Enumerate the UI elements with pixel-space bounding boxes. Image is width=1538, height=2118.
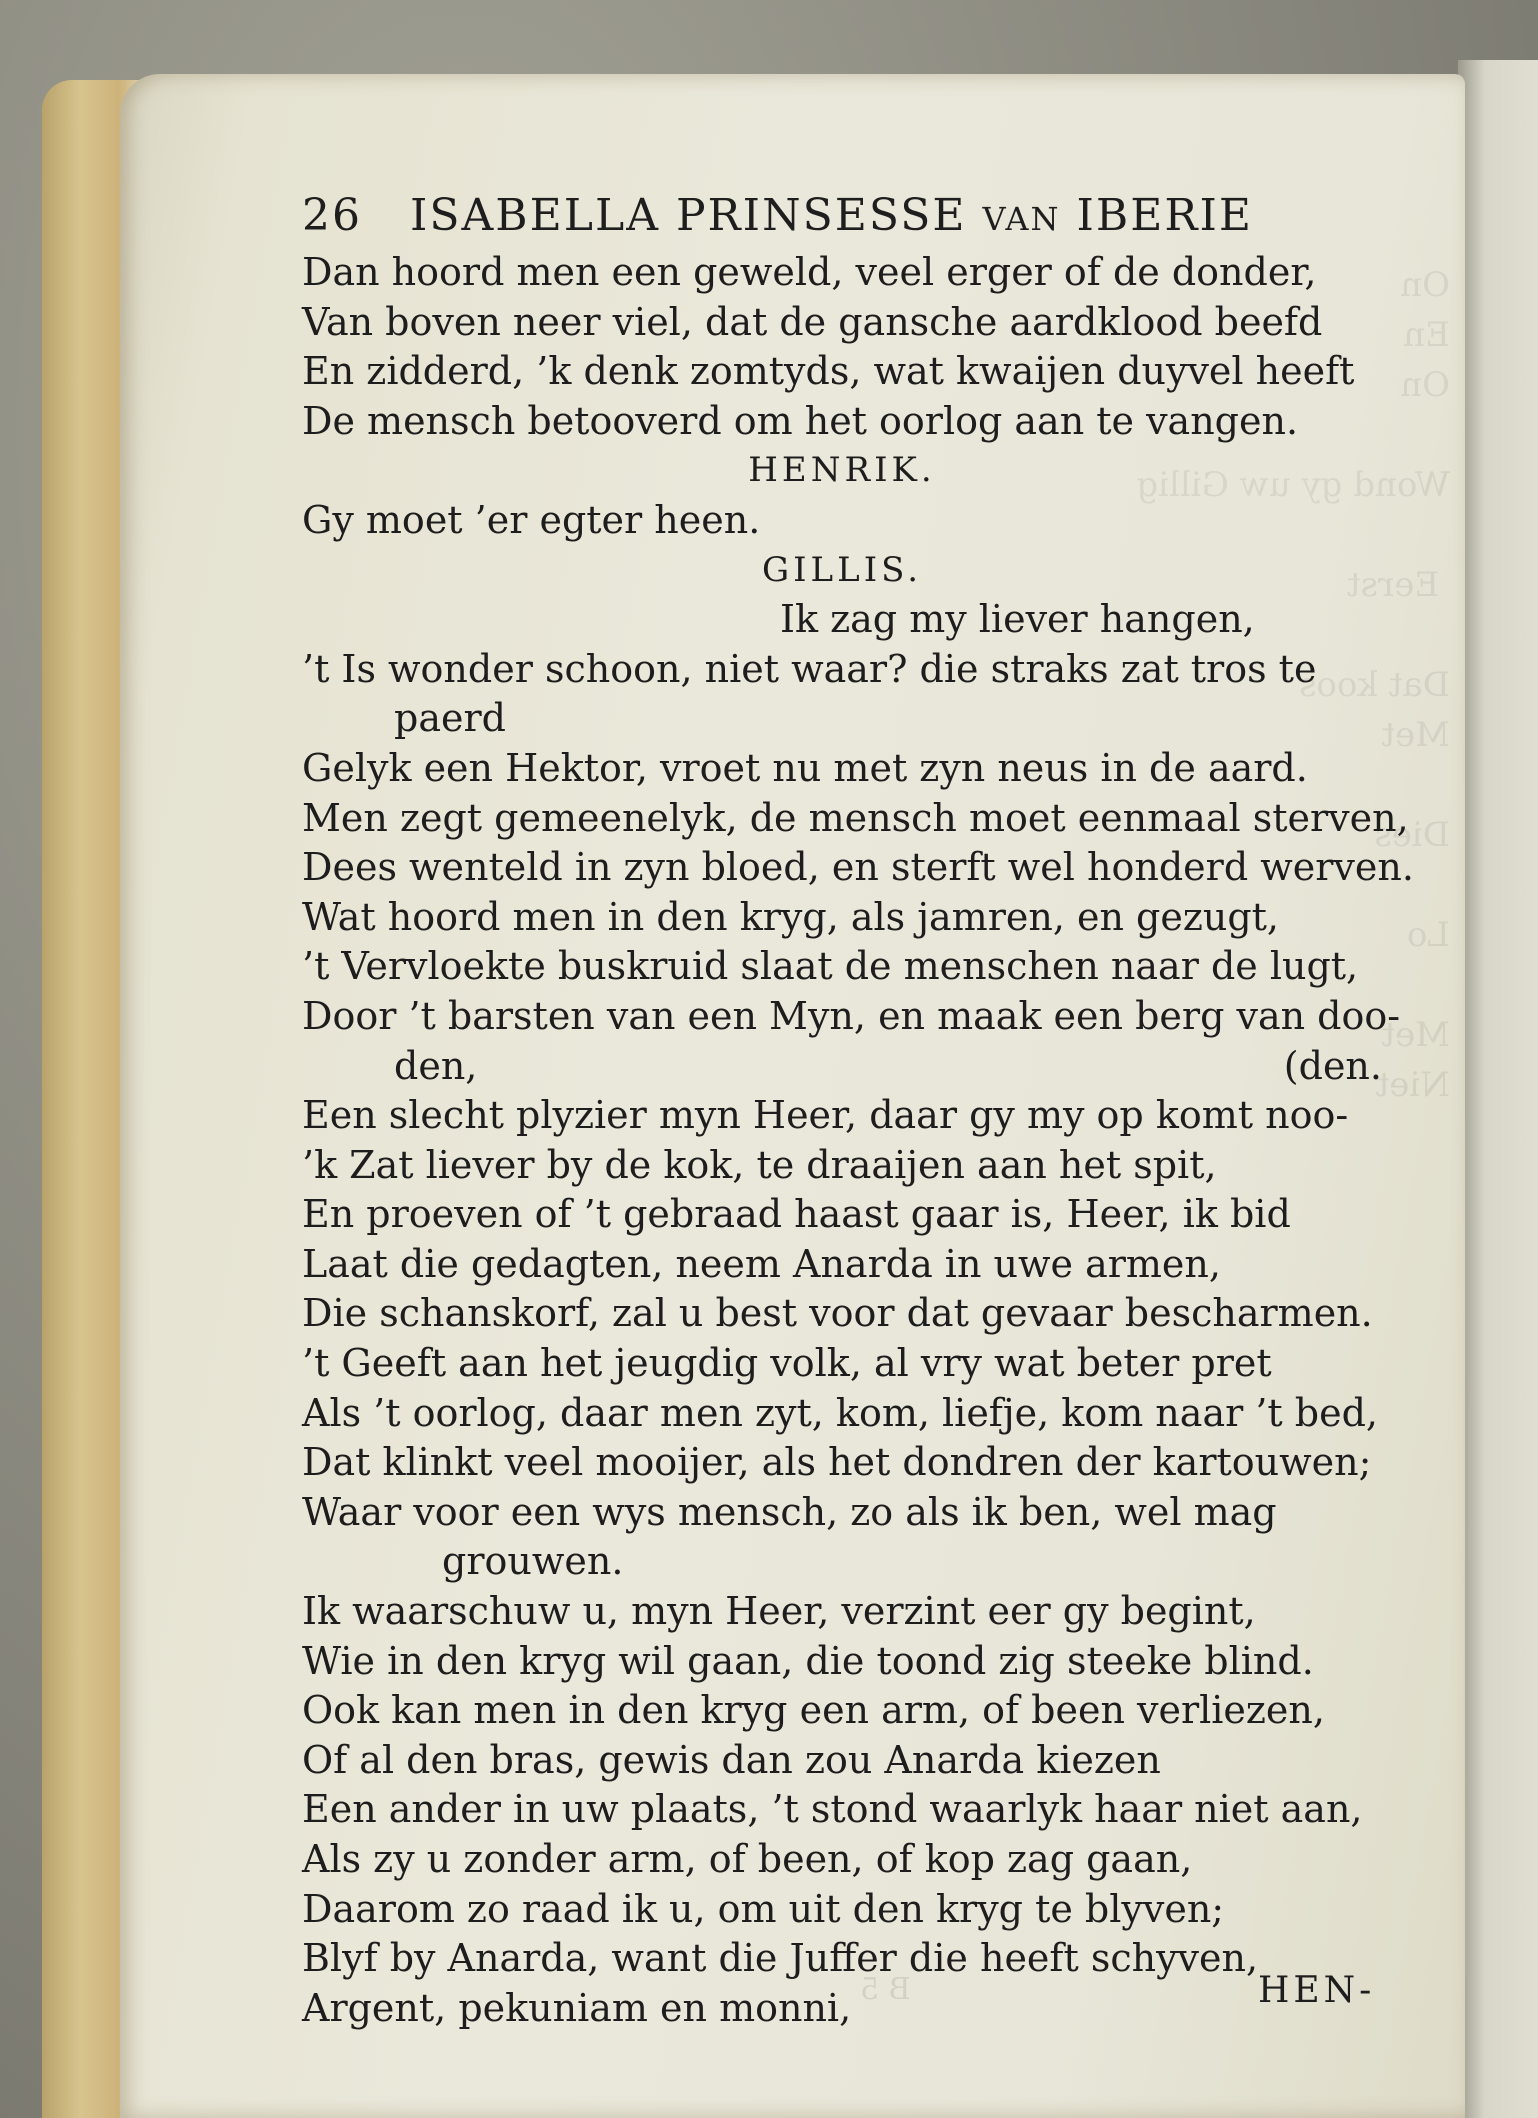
line-text: Die schanskorf, zal u best voor dat gevaar bescharmen.: [302, 1291, 1373, 1336]
verse-line: [302, 1438, 1382, 1488]
verse-line: [302, 1984, 1382, 2034]
line-text: Argent, pekuniam en monni,: [302, 1985, 852, 2030]
verse-line: [302, 1091, 1382, 1141]
line-text: ’k Zat liever by de kok, te draaijen aan het spit,: [302, 1142, 1217, 1187]
verse-line: [302, 397, 1382, 447]
verse-line: [302, 496, 1382, 546]
line-text: Als zy u zonder arm, of been, of kop zag gaan,: [302, 1837, 1193, 1881]
verse-line: [302, 1885, 1382, 1935]
verse-line: [302, 1289, 1382, 1339]
verse-line: [302, 1587, 1382, 1637]
verse-line: [302, 942, 1382, 992]
verse-line: [302, 1736, 1382, 1786]
verse-line: [302, 1240, 1382, 1290]
bleed-through-signature: B 5: [860, 1972, 911, 2007]
speaker-name: [302, 446, 1382, 496]
line-text: De mensch betooverd om het oorlog aan te vangen.: [302, 398, 1299, 443]
line-text: En zidderd, ’k denk zomtyds, wat kwaijen duyvel heeft: [302, 349, 1355, 394]
line-text: ’t Is wonder schoon, niet waar? die straks zat tros te: [302, 646, 1317, 691]
line-text: Men zegt gemeenelyk, de mensch moet eenmaal sterven,: [302, 795, 1409, 840]
verse-line: [302, 843, 1414, 893]
page-number: 26: [302, 190, 362, 241]
running-title: ISABELLA PRINSESSE VAN IBERIE: [410, 190, 1253, 241]
verse-line: [302, 1934, 1382, 1984]
verse-line: [302, 248, 1382, 298]
line-text: Wie in den kryg wil gaan, die toond zig steeke blind.: [302, 1638, 1314, 1683]
line-text: paerd: [394, 696, 506, 741]
line-text: ’t Vervloekte buskruid slaat de menschen naar de lugt,: [302, 944, 1359, 989]
line-text: Gelyk een Hektor, vroet nu met zyn neus in de aard.: [302, 745, 1308, 790]
line-text: Een ander in uw plaats, ’t stond waarlyk haar niet aan,: [302, 1787, 1363, 1832]
line-text: Laat die gedagten, neem Anarda in uwe armen,: [302, 1241, 1221, 1286]
line-text: grouwen.: [442, 1539, 624, 1584]
line-text: Of al den bras, gewis dan zou Anarda kiezen: [302, 1737, 1161, 1782]
verse-line: [302, 893, 1382, 943]
line-text: En proeven of ’t gebraad haast gaar is, Heer, ik bid: [302, 1192, 1291, 1237]
verse-line: [302, 1042, 1382, 1092]
line-text: Ik waarschuw u, myn Heer, verzint eer gy begint,: [302, 1589, 1256, 1634]
line-text: Ik zag my liever hangen,: [780, 597, 1255, 642]
line-text: Wat hoord men in den kryg, als jamren, en gezugt,: [302, 894, 1280, 939]
verse-line: [302, 992, 1401, 1042]
line-text: Dat klinkt veel mooijer, als het dondren der kartouwen;: [302, 1440, 1372, 1485]
catchword: HEN-: [1258, 1970, 1376, 2011]
verse-line: [302, 1389, 1382, 1439]
verse-line: [302, 744, 1382, 794]
verse-line: [302, 645, 1382, 695]
running-header: [302, 190, 1262, 246]
line-text: HENRIK.: [748, 450, 936, 491]
line-text: Dan hoord men een geweld, veel erger of de donder,: [302, 250, 1317, 294]
verse-text-block: [302, 248, 1414, 2033]
verse-line: [302, 595, 1382, 645]
line-text: ’t Geeft aan het jeugdig volk, al vry wat beter pret: [302, 1341, 1272, 1386]
verse-line: [302, 347, 1382, 397]
speaker-name: [302, 546, 1382, 596]
line-text: Door ’t barsten van een Myn, en maak een berg van doo-: [302, 993, 1401, 1038]
line-text: GILLIS.: [761, 549, 923, 590]
line-text: Daarom zo raad ik u, om uit den kryg te blyven;: [302, 1886, 1225, 1931]
line-text: Blyf by Anarda, want die Juffer die heeft schyven,: [302, 1936, 1259, 1981]
line-text: Ook kan men in den kryg een arm, of been verliezen,: [302, 1688, 1325, 1733]
line-text: Een slecht plyzier myn Heer, daar gy my op komt noo-: [302, 1093, 1349, 1138]
verse-line: [302, 794, 1409, 844]
line-text: den,: [394, 1043, 478, 1088]
line-text: Van boven neer viel, dat de gansche aardklood beefd: [302, 299, 1323, 344]
verse-line: [302, 1785, 1382, 1835]
verse-line: [302, 1686, 1382, 1736]
verse-line: [302, 1488, 1382, 1538]
bleed-through-text: On En On Wond gy uw Gillig Eerst Dat koos Met Dies Lo Met Niet: [1136, 265, 1450, 1105]
facing-page-edge: [1458, 60, 1538, 2118]
line-text: Waar voor een wys mensch, zo als ik ben, wel mag: [302, 1489, 1277, 1534]
line-text: Als ’t oorlog, daar men zyt, kom, liefje, kom naar ’t bed,: [302, 1390, 1378, 1435]
line-text: Dees wenteld in zyn bloed, en sterft wel honderd werven.: [302, 845, 1414, 890]
verse-line: [302, 694, 1382, 744]
verse-line: [302, 1835, 1382, 1885]
verse-line: [302, 298, 1382, 348]
verse-line: [302, 1637, 1382, 1687]
line-text: Gy moet ’er egter heen.: [302, 497, 761, 542]
verse-line: [302, 1537, 1382, 1587]
verse-line: [302, 1339, 1382, 1389]
line-tail: (den.: [1283, 1043, 1382, 1088]
verse-line: [302, 1141, 1382, 1191]
verse-line: [302, 1190, 1382, 1240]
